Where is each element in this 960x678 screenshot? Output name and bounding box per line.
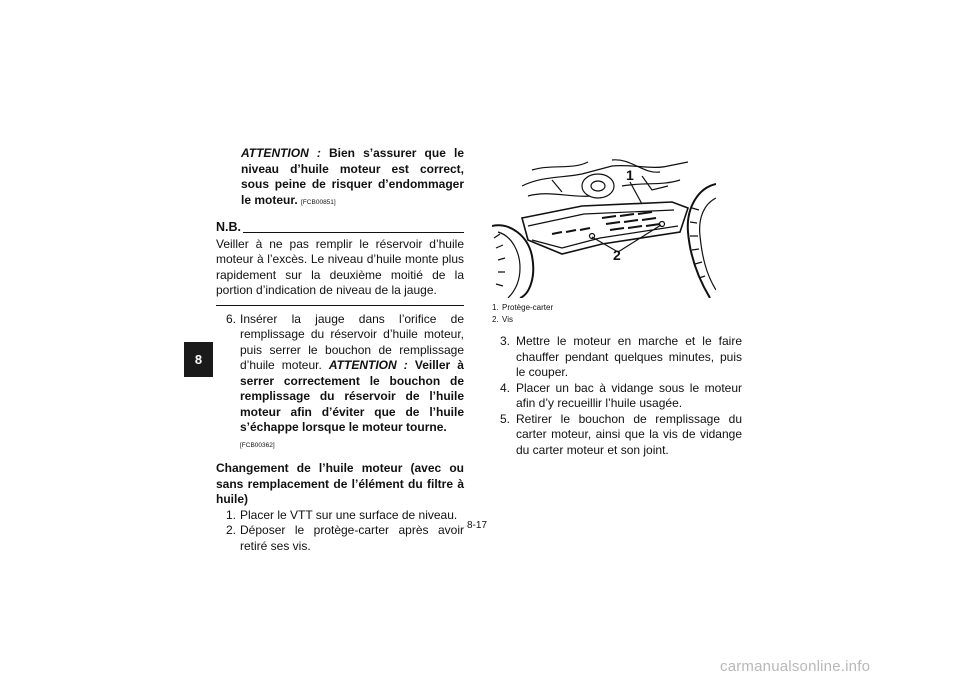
step-text: Placer un bac à vidange sous le moteur afin d’y recueillir l’huile usagée. <box>516 380 742 410</box>
right-steps <box>492 334 742 458</box>
step-5 <box>492 412 742 459</box>
watermark-link[interactable]: carmanualsonline.info <box>720 658 871 675</box>
step-number: 4. <box>500 380 511 395</box>
chapter-tab-label: 8 <box>194 352 203 367</box>
skid-plate-drawing-icon <box>492 156 716 298</box>
caution-text: Bien s’assurer que le niveau d’huile moteur est correct, sous peine de risquer d’endommager le moteur. <box>241 146 464 207</box>
step-6 <box>216 312 464 454</box>
step-text: Mettre le moteur en marche et le faire chauffer pendant quelques minutes, puis le couper. <box>516 334 742 379</box>
caption-number: 1. <box>492 303 499 312</box>
caption-number: 2. <box>492 315 499 324</box>
caption-text: Vis <box>502 315 513 324</box>
step-text: Déposer le protège-carter après avoir retiré ses vis. <box>240 523 464 553</box>
caution-block <box>216 146 464 210</box>
note-end-rule <box>216 305 464 306</box>
step-text: Retirer le bouchon de remplissage du carter moteur, ainsi que la vis de vidange du carter moteur et son joint. <box>516 411 742 457</box>
chapter-tab <box>184 342 213 377</box>
step-number: 6. <box>226 311 237 326</box>
step-text: Placer le VTT sur une surface de niveau. <box>240 507 458 522</box>
caution-code: [FCB00851] <box>301 198 336 206</box>
step-text <box>240 312 464 454</box>
step-1 <box>216 508 464 524</box>
page-number: 8-17 <box>467 520 488 531</box>
step-number: 3. <box>500 334 511 348</box>
step-6-text: Insérer la jauge dans l’orifice de remplissage du réservoir d’huile moteur, puis serrer le bouchon de remplissage d’huile moteur. <box>240 311 464 372</box>
caption-item <box>492 314 742 326</box>
step-3 <box>492 334 742 381</box>
step-number: 1. <box>226 507 237 522</box>
step-number: 2. <box>226 523 237 537</box>
caution-label: ATTENTION : <box>241 146 321 160</box>
step-4 <box>492 381 742 412</box>
section-title: Changement de l’huile moteur (avec ou sans remplacement de l’élément du filtre à huile) <box>216 461 464 506</box>
note-heading <box>216 220 464 236</box>
note-heading-label: N.B. <box>216 220 241 234</box>
caption-item <box>492 302 742 314</box>
step-number: 5. <box>500 411 511 426</box>
engine-skid-plate-illustration <box>492 156 716 298</box>
step-6-attention-label: ATTENTION : <box>328 358 408 372</box>
caption-text: Protège-carter <box>502 303 554 312</box>
figure-captions <box>492 302 742 326</box>
left-column <box>216 146 464 554</box>
note-heading-rule <box>243 232 464 233</box>
callout-1: 1 <box>626 167 634 183</box>
right-column <box>492 156 742 458</box>
callout-2: 2 <box>613 247 621 263</box>
step-2 <box>216 523 464 554</box>
step-6-attention-text: Veiller à serrer correctement le bouchon de remplissage du réservoir de l’huile moteur afin d’éviter que de l’huile s’échappe lorsque le moteur tourne. <box>240 358 464 434</box>
note-text: Veiller à ne pas remplir le réservoir d’huile moteur à l’excès. Le niveau d’huile monte plus rapidement sur la deuxième moitié de la portion d’indication de niveau de la jauge. <box>216 236 464 297</box>
step-6-code: [FCB00362] <box>240 441 275 449</box>
